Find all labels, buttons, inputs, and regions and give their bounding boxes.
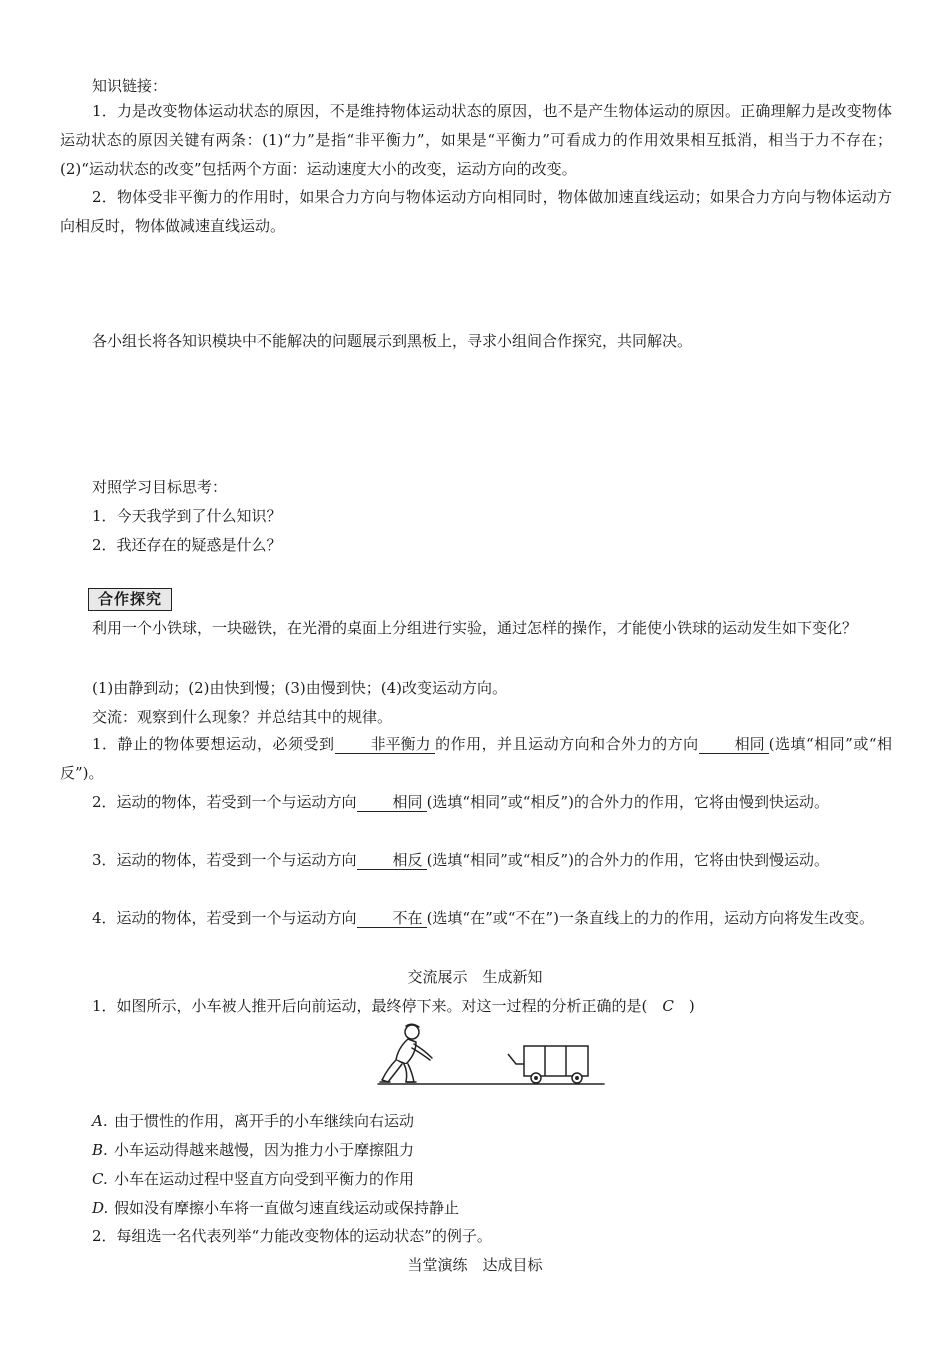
section-heading-practice: 当堂演练 达成目标 <box>407 1256 543 1274</box>
knowledge-heading: 知识链接： <box>92 77 168 95</box>
question-1-stem: 1．如图所示，小车被人推开后向前运动，最终停下来。对这一过程的分析正确的是( C ) <box>92 997 695 1015</box>
person-head <box>405 1025 419 1039</box>
person-torso <box>396 1039 416 1064</box>
coop-item-3: 3．运动的物体，若受到一个与运动方向 相反 (选填“相同”或“相反”)的合外力的作用，它将由快到慢运动。 <box>92 851 829 869</box>
coop-exchange: 交流：观察到什么现象？并总结其中的规律。 <box>92 708 393 726</box>
cart <box>508 1046 588 1083</box>
answer-blank: 相同 <box>699 735 769 754</box>
reflect-question-1: 1．今天我学到了什么知识？ <box>92 507 282 525</box>
knowledge-paragraph-2: 2．物体受非平衡力的作用时，如果合力方向与物体运动方向相同时，物体做加速直线运动；如果合力方向与物体运动方向相反时，物体做减速直线运动。 <box>60 188 892 235</box>
reflect-heading: 对照学习目标思考： <box>92 478 228 496</box>
option-b: B. 小车运动得越来越慢，因为推力小于摩擦阻力 <box>92 1141 415 1159</box>
coop-item-2: 2．运动的物体，若受到一个与运动方向 相同 (选填“相同”或“相反”)的合外力的作用，它将由慢到快运动。 <box>92 793 829 811</box>
cooperative-inquiry-badge: 合作探究 <box>88 588 172 611</box>
question-2: 2．每组选一名代表列举“力能改变物体的运动状态”的例子。 <box>92 1227 492 1245</box>
option-d: D. 假如没有摩擦小车将一直做匀速直线运动或保持静止 <box>92 1199 460 1217</box>
coop-item-1: 1．静止的物体要想运动，必须受到 非平衡力 的作用，并且运动方向和合外力的方向 相同 (选填“相同”或“相反”)。 <box>60 735 892 782</box>
answer-blank: 非平衡力 <box>335 735 435 754</box>
person-pushing-cart-figure <box>376 1020 606 1090</box>
coop-item-4: 4．运动的物体，若受到一个与运动方向 不在 (选填“在”或“不在”)一条直线上的力的作用，运动方向将发生改变。 <box>92 909 874 927</box>
coop-intro: 利用一个小铁球，一块磁铁，在光滑的桌面上分组进行实验，通过怎样的操作，才能使小铁球的运动发生如下变化？ <box>92 619 858 637</box>
option-a: A. 由于惯性的作用，离开手的小车继续向右运动 <box>92 1112 415 1130</box>
reflect-question-2: 2．我还存在的疑惑是什么？ <box>92 536 282 554</box>
section-heading-exchange: 交流展示 生成新知 <box>407 968 543 986</box>
option-c: C. 小车在运动过程中竖直方向受到平衡力的作用 <box>92 1170 415 1188</box>
answer-blank: 不在 <box>357 909 427 928</box>
question-1-answer: C <box>662 997 674 1015</box>
group-note: 各小组长将各知识模块中不能解决的问题展示到黑板上，寻求小组间合作探究，共同解决。 <box>92 332 693 350</box>
coop-cases: (1)由静到动；(2)由快到慢；(3)由慢到快；(4)改变运动方向。 <box>92 679 507 697</box>
knowledge-paragraph-1: 1．力是改变物体运动状态的原因，不是维持物体运动状态的原因，也不是产生物体运动的原因。正确理解力是改变物体运动状态的原因关键有两条：(1)“力”是指“非平衡力”，如果是“平衡力”可看成力的作用效果相互抵消，相当于力不存在；(2)“运动状态的改变”包括两个方面：运动速度大小的改变，运动方向的改变。 <box>60 102 892 178</box>
answer-blank: 相反 <box>357 851 427 870</box>
answer-blank: 相同 <box>357 793 427 812</box>
